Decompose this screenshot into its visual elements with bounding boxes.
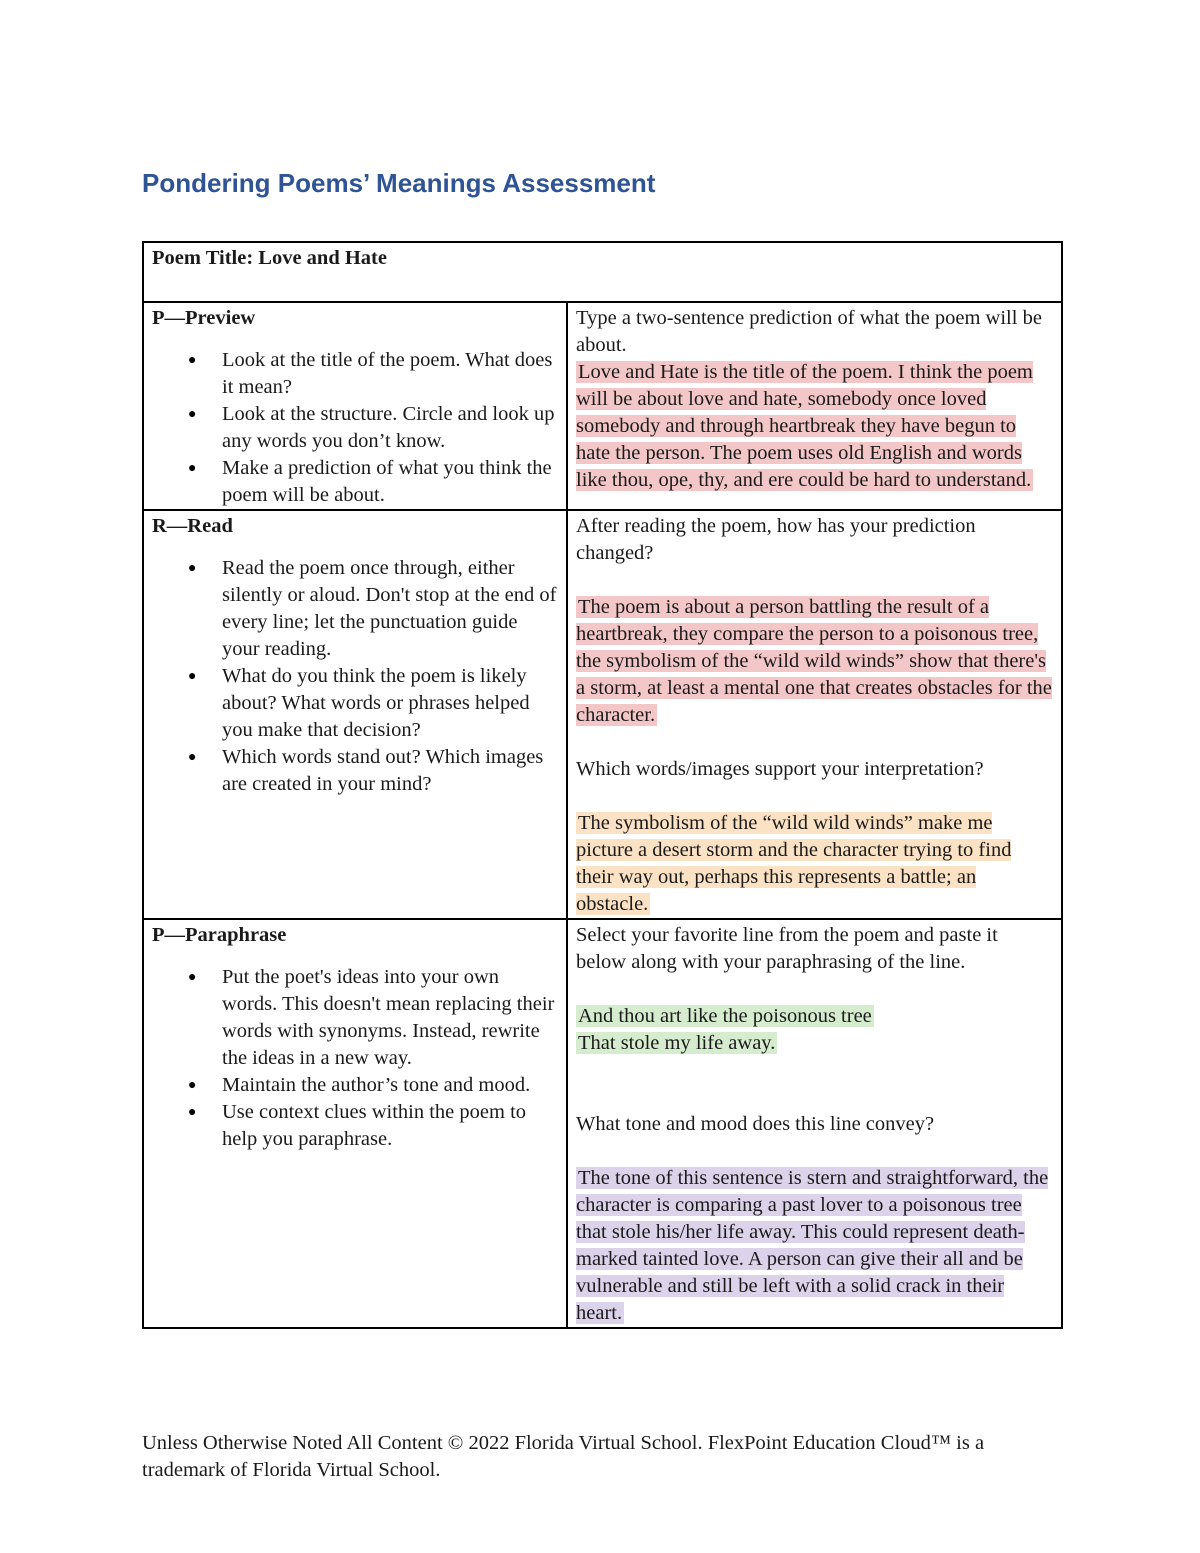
preview-row	[143, 302, 1062, 510]
read-bullet-list	[152, 555, 558, 798]
list-item: ● What do you think the poem is likely about? What words or phrases helped you make that decision?	[222, 663, 558, 744]
list-item: ● Put the poet's ideas into your own words. This doesn't mean replacing their words with synonyms. Instead, rewrite the ideas in a new way.	[222, 964, 558, 1072]
paraphrase-row	[143, 919, 1062, 1328]
list-item: ● Make a prediction of what you think the poem will be about.	[222, 455, 558, 509]
page-title: Pondering Poems’ Meanings Assessment	[142, 168, 656, 198]
preview-prompt: Type a two-sentence prediction of what the poem will be about.	[576, 307, 1042, 356]
preview-heading: P—Preview	[152, 307, 256, 329]
list-item: ● Use context clues within the poem to help you paraphrase.	[222, 1099, 558, 1153]
copyright-footer: Unless Otherwise Noted All Content © 2022 Florida Virtual School. FlexPoint Education Cloud™ is a trademark of Florida Virtual School.	[142, 1432, 985, 1481]
list-item: ● Maintain the author’s tone and mood.	[222, 1072, 558, 1099]
read-response-cell[interactable]	[567, 510, 1062, 919]
list-item: ● Read the poem once through, either silently or aloud. Don't stop at the end of every line; let the punctuation guide your reading.	[222, 555, 558, 663]
paraphrase-instructions-cell	[143, 919, 567, 1328]
preview-answer[interactable]: Love and Hate is the title of the poem. I think the poem will be about love and hate, somebody once loved somebody and through heartbreak they have begun to hate the person. The poem uses old English and words like thou, ope, thy, and ere could be hard to understand.	[576, 361, 1033, 491]
read-answer-2[interactable]: The symbolism of the “wild wild winds” make me picture a desert storm and the character trying to find their way out, perhaps this represents a battle; an obstacle.	[576, 812, 1012, 915]
read-answer[interactable]: The poem is about a person battling the result of a heartbreak, they compare the person to a poisonous tree, the symbolism of the “wild wild winds” show that there's a storm, at least a mental one that creates obstacles for the character.	[576, 596, 1052, 726]
preview-bullet-list	[152, 347, 558, 509]
paraphrase-prompt-2: What tone and mood does this line convey?	[576, 1113, 935, 1135]
read-prompt-2: Which words/images support your interpretation?	[576, 758, 984, 780]
preview-response-cell[interactable]	[567, 302, 1062, 510]
read-heading: R—Read	[152, 515, 233, 537]
paraphrase-response-cell[interactable]	[567, 919, 1062, 1328]
favorite-line-2[interactable]: That stole my life away.	[578, 1032, 776, 1054]
read-prompt: After reading the poem, how has your prediction changed?	[576, 515, 976, 564]
preview-instructions-cell	[143, 302, 567, 510]
paraphrase-prompt: Select your favorite line from the poem and paste it below along with your paraphrasing of the line.	[576, 924, 998, 973]
poem-title-row	[143, 242, 1062, 302]
poem-title-cell	[143, 242, 1062, 302]
paraphrase-heading: P—Paraphrase	[152, 924, 287, 946]
list-item: ● Which words stand out? Which images are created in your mind?	[222, 744, 558, 798]
assessment-table	[142, 241, 1063, 1329]
favorite-line-1[interactable]: And thou art like the poisonous tree	[578, 1005, 872, 1027]
poem-title: Poem Title: Love and Hate	[152, 247, 387, 269]
read-instructions-cell	[143, 510, 567, 919]
paraphrase-bullet-list	[152, 964, 558, 1153]
list-item: ● Look at the structure. Circle and look up any words you don’t know.	[222, 401, 558, 455]
read-row	[143, 510, 1062, 919]
list-item: ● Look at the title of the poem. What does it mean?	[222, 347, 558, 401]
paraphrase-answer-2[interactable]: The tone of this sentence is stern and straightforward, the character is comparing a past lover to a poisonous tree that stole his/her life away. This could represent death-marked tainted love. A person can give their all and be vulnerable and still be left with a solid crack in their heart.	[576, 1167, 1049, 1324]
